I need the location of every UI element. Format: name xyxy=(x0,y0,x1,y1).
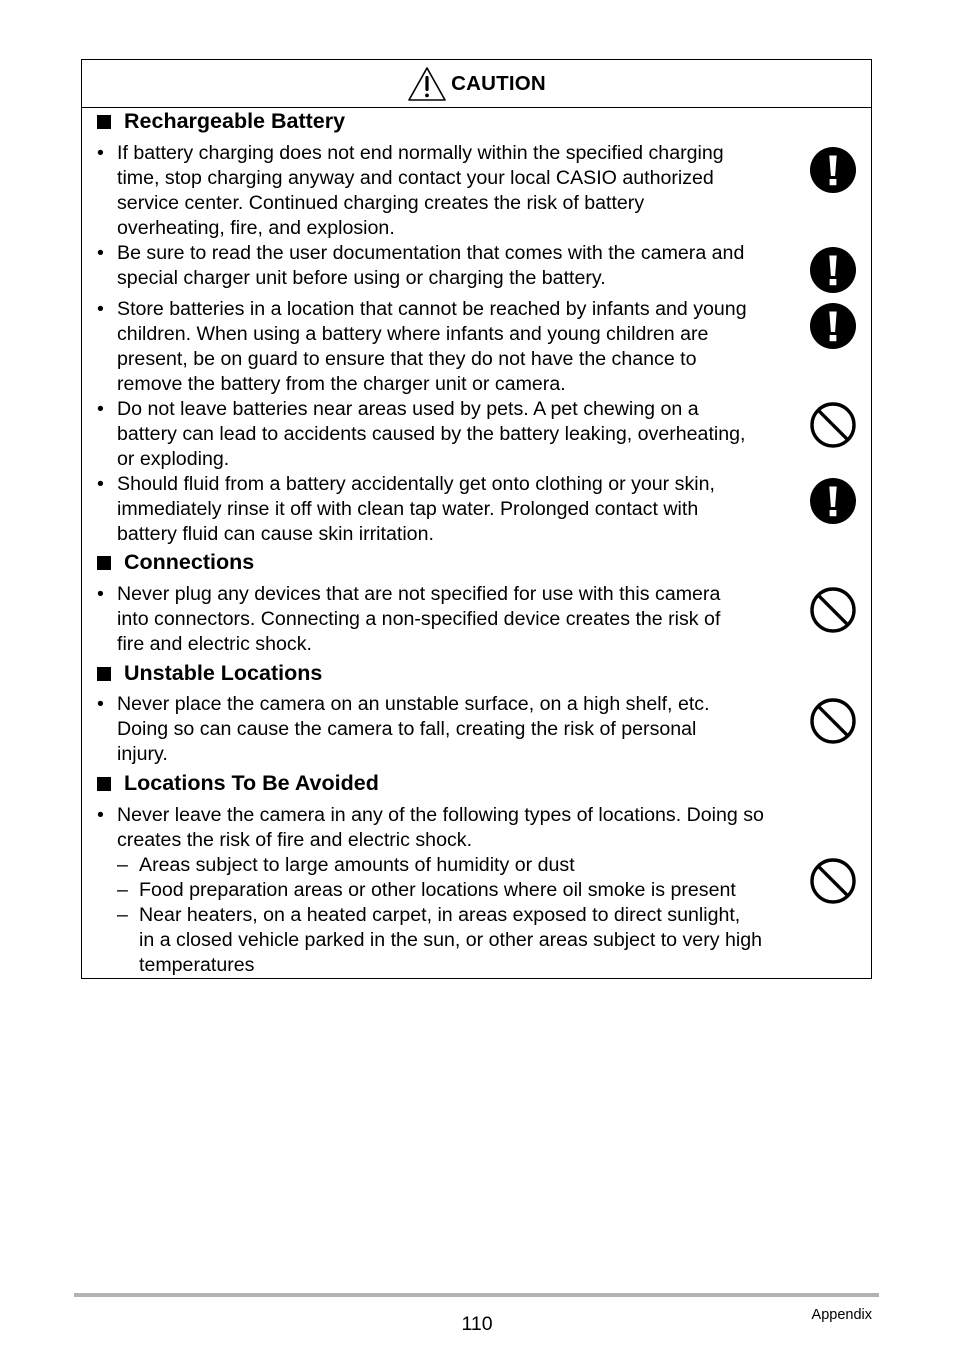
list-item-text xyxy=(117,297,797,397)
text-line: in a closed vehicle parked in the sun, or other areas subject to very high xyxy=(139,929,763,951)
text-line: remove the battery from the charger unit or camera. xyxy=(117,373,566,395)
text-line: Doing so can cause the camera to fall, creating the risk of personal xyxy=(117,718,697,740)
prohibition-icon xyxy=(809,401,857,449)
text-line: injury. xyxy=(117,743,168,765)
bullet-mark: • xyxy=(97,242,104,264)
text-line: battery fluid can cause skin irritation. xyxy=(117,523,434,545)
list-item-text xyxy=(117,582,797,657)
section-heading-rechargeable-battery xyxy=(97,109,345,134)
caution-title: CAUTION xyxy=(451,71,546,95)
dash-mark: – xyxy=(117,879,128,901)
section-square-icon xyxy=(97,667,111,681)
mandatory-action-icon xyxy=(809,146,857,194)
list-item-text xyxy=(117,141,797,241)
prohibition-icon xyxy=(809,697,857,745)
sub-list-item-text xyxy=(139,878,736,903)
section-heading-unstable-locations xyxy=(97,661,322,686)
footer-section-label: Appendix xyxy=(811,1307,872,1323)
text-line: Never leave the camera in any of the following types of locations. Doing so xyxy=(117,804,764,826)
list-item-text xyxy=(117,803,817,853)
footer-rule xyxy=(74,1293,879,1297)
bullet-mark: • xyxy=(97,583,104,605)
text-line: present, be on guard to ensure that they do not have the chance to xyxy=(117,348,697,370)
text-line: time, stop charging anyway and contact your local CASIO authorized xyxy=(117,167,714,189)
text-line: Never place the camera on an unstable surface, on a high shelf, etc. xyxy=(117,693,710,715)
bullet-mark: • xyxy=(97,473,104,495)
text-line: Food preparation areas or other locations where oil smoke is present xyxy=(139,879,736,901)
text-line: battery can lead to accidents caused by the battery leaking, overheating, xyxy=(117,423,746,445)
section-square-icon xyxy=(97,115,111,129)
text-line: creates the risk of fire and electric shock. xyxy=(117,829,473,851)
text-line: Store batteries in a location that cannot be reached by infants and young xyxy=(117,298,747,320)
list-item-text xyxy=(117,692,797,767)
section-title: Locations To Be Avoided xyxy=(124,771,379,795)
dash-mark: – xyxy=(117,904,128,926)
section-square-icon xyxy=(97,556,111,570)
bullet-mark: • xyxy=(97,398,104,420)
bullet-mark: • xyxy=(97,693,104,715)
text-line: special charger unit before using or charging the battery. xyxy=(117,267,606,289)
section-title: Unstable Locations xyxy=(124,661,323,685)
text-line: immediately rinse it off with clean tap water. Prolonged contact with xyxy=(117,498,699,520)
section-title: Rechargeable Battery xyxy=(124,109,346,133)
sub-list-item-text xyxy=(139,903,762,978)
text-line: overheating, fire, and explosion. xyxy=(117,217,395,239)
dash-mark: – xyxy=(117,854,128,876)
text-line: Do not leave batteries near areas used by pets. A pet chewing on a xyxy=(117,398,699,420)
text-line: Be sure to read the user documentation that comes with the camera and xyxy=(117,242,745,264)
prohibition-icon xyxy=(809,857,857,905)
prohibition-icon xyxy=(809,586,857,634)
section-heading-locations-to-be-avoided xyxy=(97,771,379,796)
list-item-text xyxy=(117,397,797,472)
text-line: Never plug any devices that are not specified for use with this camera xyxy=(117,583,721,605)
mandatory-action-icon xyxy=(809,302,857,350)
section-title: Connections xyxy=(124,550,255,574)
caution-header xyxy=(82,60,871,108)
mandatory-action-icon xyxy=(809,246,857,294)
bullet-mark: • xyxy=(97,298,104,320)
bullet-mark: • xyxy=(97,804,104,826)
section-heading-connections xyxy=(97,550,254,575)
page-number: 110 xyxy=(461,1313,493,1335)
text-line: If battery charging does not end normally within the specified charging xyxy=(117,142,724,164)
text-line: into connectors. Connecting a non-specified device creates the risk of xyxy=(117,608,721,630)
text-line: temperatures xyxy=(139,954,255,976)
list-item-text xyxy=(117,241,797,291)
text-line: Should fluid from a battery accidentally get onto clothing or your skin, xyxy=(117,473,715,495)
mandatory-action-icon xyxy=(809,477,857,525)
text-line: children. When using a battery where infants and young children are xyxy=(117,323,709,345)
sub-list-item-text xyxy=(139,853,575,878)
text-line: or exploding. xyxy=(117,448,230,470)
warning-triangle-icon xyxy=(407,66,447,102)
text-line: Areas subject to large amounts of humidity or dust xyxy=(139,854,575,876)
list-item-text xyxy=(117,472,797,547)
bullet-mark: • xyxy=(97,142,104,164)
text-line: fire and electric shock. xyxy=(117,633,312,655)
section-square-icon xyxy=(97,777,111,791)
text-line: Near heaters, on a heated carpet, in areas exposed to direct sunlight, xyxy=(139,904,741,926)
text-line: service center. Continued charging creates the risk of battery xyxy=(117,192,645,214)
